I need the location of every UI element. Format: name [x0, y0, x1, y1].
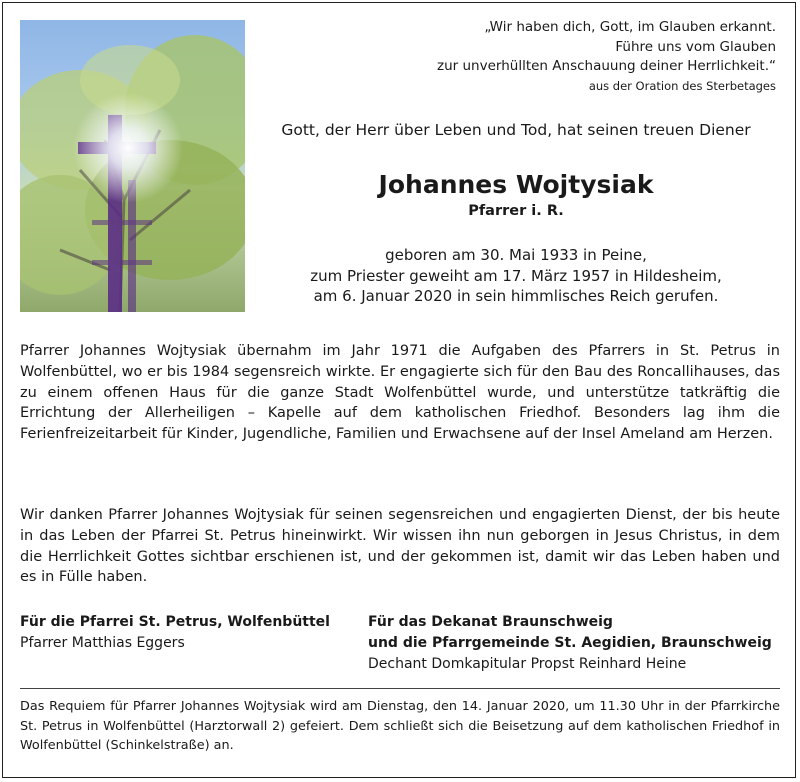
requiem-notice: Das Requiem für Pfarrer Johannes Wojtysiak wird am Dienstag, den 14. Januar 2020, um 11.30 Uhr in der Pfarrkirche St. Petrus in Wolfenbüttel (Harztorwall 2) gefeiert. Dem schließt sich die Beisetzung auf dem katholischen Friedhof in Wolfenbüttel (Schinkelstraße) an.: [20, 699, 780, 753]
quote-source: aus der Oration des Sterbetages: [588, 78, 776, 93]
signature-left: [20, 612, 330, 654]
life-dates: [256, 245, 776, 307]
deceased-name: Johannes Wojtysiak: [378, 170, 654, 199]
signature-person: Pfarrer Matthias Eggers: [20, 635, 185, 651]
date-line: am 6. Januar 2020 in sein himmlisches Reich gerufen.: [313, 287, 719, 305]
quote-line: Führe uns vom Glauben: [615, 38, 776, 55]
quote-line: „Wir haben dich, Gott, im Glauben erkannt.: [484, 19, 776, 35]
gratitude-paragraph: Wir danken Pfarrer Johannes Wojtysiak für seinen segensreichen und engagierten Dienst, der bis heute in das Leben der Pfarrei St. Petrus hineinwirkt. Wir wissen ihn nun geborgen in Jesus Christus, in dem die Herrlichkeit Gottes sichtbar erschienen ist, und der gekommen ist, damit wir das Leben haben und es in Fülle haben.: [20, 507, 780, 586]
signature-org: Für die Pfarrei St. Petrus, Wolfenbüttel: [20, 614, 330, 630]
date-line: geboren am 30. Mai 1933 in Peine,: [385, 246, 647, 264]
signature-right: [368, 612, 772, 675]
signature-person: Dechant Domkapitular Propst Reinhard Heine: [368, 656, 687, 672]
memorial-photo: [20, 20, 245, 312]
quote-block: [346, 18, 776, 95]
deceased-title: Pfarrer i. R.: [468, 203, 564, 219]
quote-line: zur unverhüllten Anschauung deiner Herrlichkeit.“: [437, 58, 776, 74]
intro-line: Gott, der Herr über Leben und Tod, hat seinen treuen Diener: [281, 121, 751, 139]
signature-org-line2: und die Pfarrgemeinde St. Aegidien, Braunschweig: [368, 635, 772, 651]
signature-org: Für das Dekanat Braunschweig: [368, 614, 613, 630]
date-line: zum Priester geweiht am 17. März 1957 in Hildesheim,: [310, 266, 722, 285]
cross-tree-illustration: [20, 20, 245, 312]
divider: [20, 688, 780, 689]
biography-paragraph: Pfarrer Johannes Wojtysiak übernahm im Jahr 1971 die Aufgaben des Pfarrers in St. Petrus in Wolfenbüttel, wo er bis 1984 segensreich wirkte. Er engagierte sich für den Bau des Roncallihauses, das zu einem offenen Haus für die ganze Stadt Wolfenbüttel wurde, und unterstütze tatkräftig die Errichtung der Allerheiligen – Kapelle auf dem katholischen Friedhof. Besonders lag ihm die Ferienfreizeitarbeit für Kinder, Jugendliche, Familien und Erwachsene auf der Insel Ameland am Herzen.: [20, 343, 780, 443]
